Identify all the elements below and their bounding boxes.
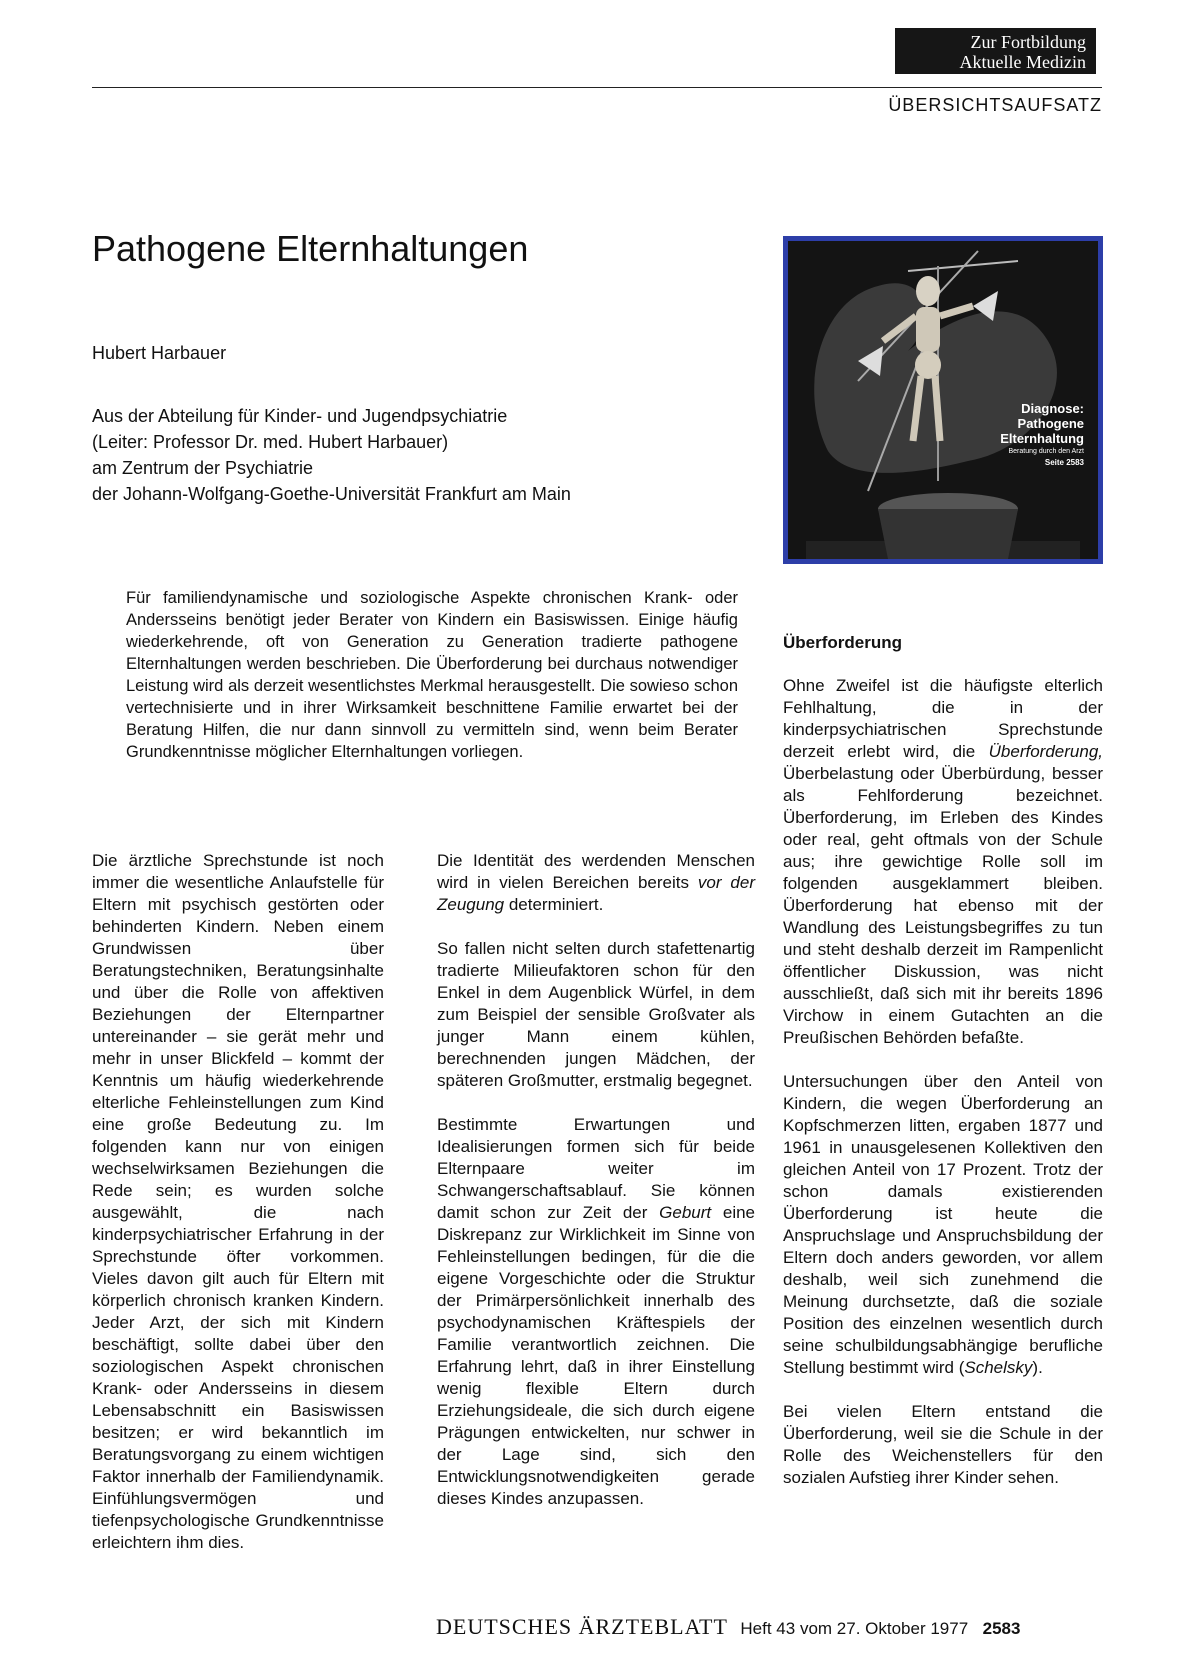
cover-illustration [788,241,1098,559]
paragraph: Ohne Zweifel ist die häufigste elterlich Fehlhaltung, die in der kinderpsychiatrischen Sprechstunde derzeit erlebt wird, die Überforderung, Überbelastung oder Überbürdung, besser als Fehlforderung bezeichnet. Überforderung, im Erleben des Kindes oder real, geht oftmals von der Schule aus; ihre gewichtige Rolle soll im folgenden ausgeklammert bleiben. Überforderung hat ebenso mit der Wandlung des Leistungsbegriffes zu tun und steht deshalb derzeit im Rampenlicht öffentlicher Diskussion, was nicht ausschließt, daß sich mit ihr bereits 1896 Virchow in einem Gutachten an die Preußischen Behörden befaßte. [783,676,1103,1047]
affiliation [92,403,571,507]
cover-line-5: Seite 2583 [1044,458,1084,467]
issue-info: Heft 43 vom 27. Oktober 1977 [740,1619,969,1638]
paragraph: Bei vielen Eltern entstand die Überforderung, weil sie die Schule in der Rolle des Weichenstellers für den sozialen Aufstieg ihrer Kinder sehen. [783,1402,1103,1487]
body-column-2 [437,850,755,1532]
affiliation-line: der Johann-Wolfgang-Goethe-Universität Frankfurt am Main [92,484,571,504]
paragraph: So fallen nicht selten durch stafettenartig tradierte Milieufaktoren schon für den Enkel in dem Augenblick Würfel, in dem zum Beispiel der sensible Großvater als junger Mann einem kühlen, berechnenden jungen Mädchen, der späteren Großmutter, erstmalig begegnet. [437,939,755,1090]
cover-caption [1000,401,1084,468]
cover-line-2: Pathogene [1017,416,1084,431]
affiliation-line: am Zentrum der Psychiatrie [92,458,314,478]
paragraph: Untersuchungen über den Anteil von Kindern, die wegen Überforderung an Kopfschmerzen litten, ergaben 1877 und 1961 in unausgelesenen Kollektiven den gleichen Anteil von 17 Prozent. Trotz der schon damals existierenden Überforderung ist heute die Anspruchslage und Anspruchsbildung der Eltern doch anders geworden, vor allem deshalb, weil sich zunehmend die Meinung durchsetzte, daß die soziale Position des einzelnen wesentlich durch seine schulbildungsabhängige berufliche Stellung bestimmt wird (Schelsky). [783,1072,1103,1377]
header-rule [92,87,1102,88]
badge-line-2: Aktuelle Medizin [959,52,1086,72]
section-heading: Überforderung [783,633,902,652]
cover-line-3: Elternhaltung [1000,431,1084,446]
cover-image [783,236,1103,564]
affiliation-line: Aus der Abteilung für Kinder- und Jugendpsychiatrie [92,406,508,426]
body-column-3 [783,675,1103,1511]
badge-line-1: Zur Fortbildung [970,32,1086,52]
paragraph: Die Identität des werdenden Menschen wird in vielen Bereichen bereits vor der Zeugung determiniert. [437,851,755,914]
page-number: 2583 [982,1619,1021,1638]
page-footer [436,1614,1020,1640]
affiliation-line: (Leiter: Professor Dr. med. Hubert Harbauer) [92,432,449,452]
cover-line-1: Diagnose: [1021,401,1084,416]
abstract: Für familiendynamische und soziologische Aspekte chronischen Krank- oder Andersseins benötigt jeder Berater von Kindern ein Basiswissen. Einige häufig wiederkehrende, oft von Generation zu Generation tradierte pathogene Elternhaltungen werden beschrieben. Die Überforderung bei durchaus notwendiger Leistung wird als derzeit wesentlichstes Merkmal herausgestellt. Die sowieso schon vertechnisierte und in ihrer Wirksamkeit beschnittene Familie erwartet bei der Beratung Hilfen, die nur dann sinnvoll zu vermitteln sind, wenn beim Berater Grundkenntnisse möglicher Elternhaltungen vorliegen. [126,589,738,761]
body-column-1 [92,850,384,1576]
paragraph: Bestimmte Erwartungen und Idealisierungen formen sich für beide Elternpaare weiter im Schwangerschaftsablauf. Sie können damit schon zur Zeit der Geburt eine Diskrepanz zur Wirklichkeit im Sinne von Fehleinstellungen bedingen, für die die eigene Vorgeschichte oder die Struktur der Primärpersönlichkeit innerhalb des psychodynamischen Kräftespiels der Familie verantwortlich zeichnen. Die Erfahrung lehrt, daß in ihrer Einstellung wenig flexible Eltern durch Erziehungsideale, die sich durch eigene Prägungen entwickelten, nur schwer in der Lage sind, sich den Entwicklungsnotwendigkeiten gerade dieses Kindes anzupassen. [437,1115,755,1508]
section-label: ÜBERSICHTSAUFSATZ [888,95,1102,115]
article-title: Pathogene Elternhaltungen [92,228,529,269]
journal-name: DEUTSCHES ÄRZTEBLATT [436,1614,728,1639]
paragraph: Die ärztliche Sprechstunde ist noch immer die wesentliche Anlaufstelle für Eltern mit psychisch gestörten oder behinderten Kindern. Neben einem Grundwissen über Beratungstechniken, Beratungsinhalte und über die Rolle von affektiven Beziehungen der Elternpartner untereinander – sie gerät mehr und mehr in unser Blickfeld – kommt der Kenntnis um häufig wiederkehrende elterliche Fehleinstellungen zum Kind eine große Bedeutung zu. Im folgenden kann nur von einigen wechselwirksamen Beziehungen die Rede sein; es wurden solche ausgewählt, die nach kinderpsychiatrischer Erfahrung in der Sprechstunde öfter vorkommen. Vieles davon gilt auch für Eltern mit körperlich chronisch kranken Kindern. Jeder Arzt, der sich mit Kindern beschäftigt, sollte dabei über den soziologischen Aspekt chronischen Krank- oder Andersseins in diesem Lebensabschnitt ein Basiswissen besitzen; er wird bekanntlich im Beratungsvorgang zu einem wichtigen Faktor innerhalb der Familiendynamik. Einfühlungsvermögen und tiefenpsychologische Grundkenntnisse erleichtern ihm dies. [92,851,384,1552]
section-badge [895,28,1096,74]
cover-line-4: Beratung durch den Arzt [1008,448,1084,455]
author: Hubert Harbauer [92,343,227,363]
